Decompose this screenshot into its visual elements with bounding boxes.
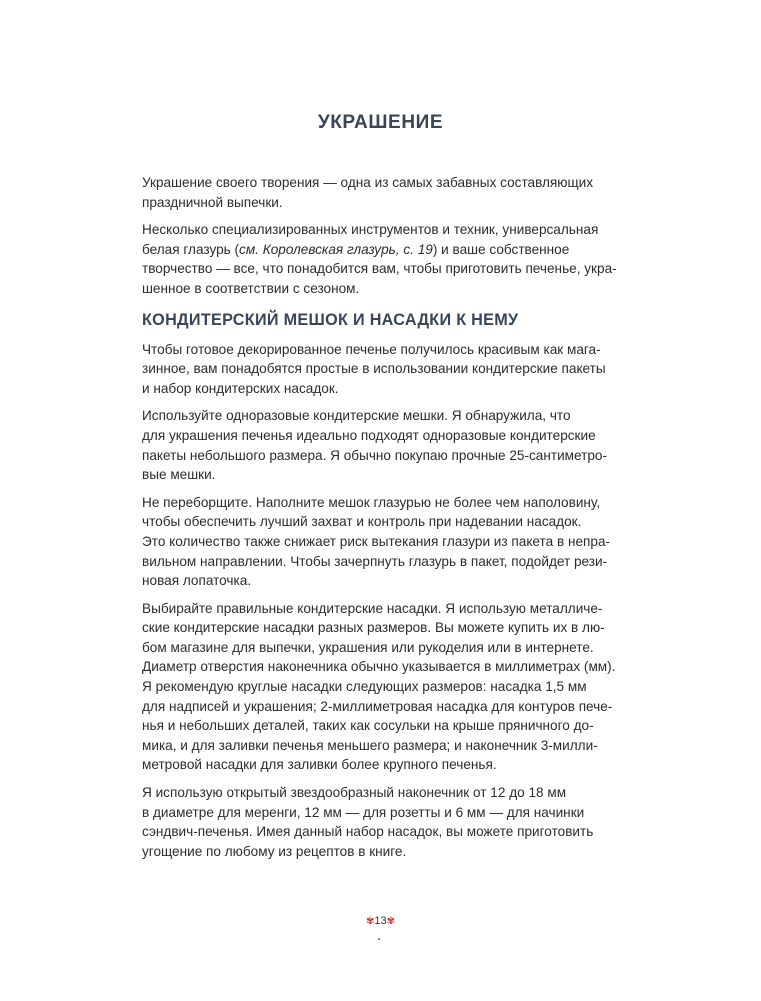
body-paragraph-2: Используйте одноразовые кондитерские мешки. Я обнаружила, что для украшения печенья идеально подходят одноразовые кондитерские пакеты небольшого размера. Я обычно покупаю прочные 25-сантиметро- вые мешки.: [142, 408, 608, 483]
page-title: УКРАШЕНИЕ: [317, 112, 444, 133]
flower-right-icon: ✾: [386, 916, 396, 927]
page-dot: [378, 938, 380, 940]
cross-reference: см. Королевская глазурь, с. 19: [239, 241, 433, 257]
page-body: [142, 173, 617, 869]
body-paragraph-5: Я использую открытый звездообразный наконечник от 12 до 18 мм в диаметре для меренги, 12 мм — для розетты и 6 мм — для начинки сэндвич-печенья. Имея данный набор насадок, вы можете приготовить угощение по любому из рецептов в книге.: [142, 785, 594, 859]
body-paragraph-1: Чтобы готовое декорированное печенье получилось красивым как мага- зинное, вам понадобятся простые в использовании кондитерские пакеты и набор кондитерских насадок.: [142, 341, 606, 396]
intro-paragraph-2: Несколько специализированных инструментов и техник, универсальная белая глазурь (см. Королевская глазурь, с. 19) и ваше собственное творчество — все, что понадобится вам, чтобы приготовить печенье, укра- шенное в соответствии с сезоном.: [142, 222, 617, 296]
section-heading: КОНДИТЕРСКИЙ МЕШОК И НАСАДКИ К НЕМУ: [142, 310, 519, 329]
flower-left-icon: ✾: [365, 916, 375, 927]
page-footer: [0, 915, 761, 927]
body-paragraph-3: Не переборщите. Наполните мешок глазурью не более чем наполовину, чтобы обеспечить лучший захват и контроль при надевании насадок. Это количество также снижает риск вытекания глазури из пакета в непра- вильном направлении. Чтобы зачерпнуть глазурь в пакет, подойдет рези- новая лопаточка.: [142, 494, 611, 589]
intro-paragraph-1: Украшение своего творения — одна из самых забавных составляющих праздничной выпечки.: [142, 175, 594, 210]
body-paragraph-4: Выбирайте правильные кондитерские насадки. Я использую металличе- ские кондитерские насадки разных размеров. Вы можете купить их в лю- бом магазине для выпечки, украшения или рукоделия или в интернете. Диаметр отверстия наконечника обычно указывается в миллиметрах (мм). Я рекомендую круглые насадки следующих размеров: насадка 1,5 мм для надписей и украшения; 2-миллиметровая насадка для контуров пече- нья и небольших деталей, таких как сосульки на крыше пряничного до- мика, и для заливки печенья меньшего размера; и наконечник 3-милли- метровой насадки для заливки более крупного печенья.: [142, 600, 616, 773]
page-number: 13: [374, 915, 387, 927]
